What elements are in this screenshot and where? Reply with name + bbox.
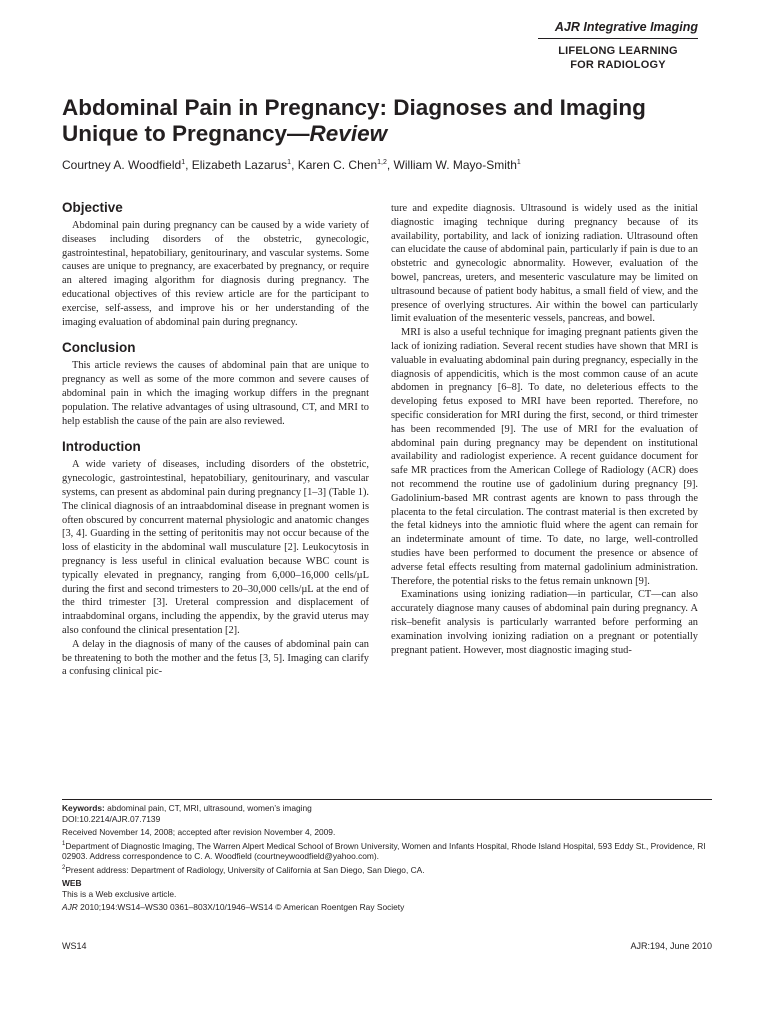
- title-main: Abdominal Pain in Pregnancy: Diagnoses and Imaging Unique to Pregnancy—: [62, 95, 646, 146]
- introduction-paragraph-2: A delay in the diagnosis of many of the causes of abdominal pain can be threatening to both the mother and the fetus [3, 5]. Imaging can clarify a confusing clinical pic-: [62, 638, 369, 678]
- keywords-label: Keywords:: [62, 803, 105, 813]
- title-review: Review: [309, 121, 388, 146]
- citation: [62, 902, 712, 913]
- author-list: [62, 158, 712, 172]
- conclusion-heading: Conclusion: [62, 340, 136, 356]
- introduction-paragraph-4: Examinations using ionizing radiation—in particular, CT—can also accurately diagnose many causes of abdominal pain during pregnancy. A risk–benefit analysis is particularly warranted before performing an examination involving ionizing radiation on a pregnant or potentially pregnant patient. However, most diagnostic imaging stud-: [391, 589, 698, 656]
- introduction-paragraph-3: MRI is also a useful technique for imaging pregnant patients given the lack of ionizing radiation. Several recent studies have shown that MRI is valuable in evaluating abdominal pain during pregnancy, especially in the diagnosis of appendicitis, which is the most common cause of an acute abdomen in pregnancy [6–8]. To date, no deleterious effects to the developing fetus exposed to MRI have been reported. Therefore, no specific consideration for MRI during the first, second, or third trimester has been recommended [9]. The use of MRI for the evaluation of abdominal pain during pregnancy may be dependent on institutional availability and radiologist experience. A recent guidance document for safe MR practices from the American College of Radiology (ACR) does not recommend the routine use of gadolinium during pregnancy [9]. Gadolinium-based MR contrast agents are known to pass through the placenta to the fetal circulation. The contrast material is then excreted by the fetal kidneys into the amniotic fluid where the agent can remain for an indeterminate amount of time. To date, no large, well-controlled studies have been performed to document the presence or absence of adverse fetal effects resulting from maternal gadolinium administration. Therefore, the potential risks to the fetus remain unknown [9].: [391, 327, 698, 587]
- affiliation-2-mark: 2: [62, 864, 66, 871]
- introduction-paragraph-2-continued: ture and expedite diagnosis. Ultrasound is widely used as the initial diagnostic imaging technique during pregnancy because of its availability, portability, and lack of ionizing radiation. Ultrasound often can elucidate the cause of abdominal pain, particularly if pain is due to an obstetric and gynecologic abnormality. However, evaluation of the bowel, pancreas, ureters, and mesenteric vasculature may be limited on ultrasound because of patient body habitus, a small field of view, and the presence of overlying structures. Air within the bowel can particularly limit evaluation of the mesenteric vessels, pancreas, and bowel.: [391, 203, 698, 325]
- author-affiliation: 1: [287, 159, 292, 166]
- introduction-heading: Introduction: [62, 439, 141, 455]
- objective-heading: Objective: [62, 200, 123, 215]
- affiliation-1-mark: 1: [62, 840, 66, 847]
- footnote-divider: [62, 799, 712, 800]
- affiliation-2-text: Present address: Department of Radiology, University of California at San Diego, San Diego, CA.: [65, 864, 425, 875]
- author-name: Elizabeth Lazarus: [191, 158, 288, 172]
- author-name: William W. Mayo-Smith: [393, 158, 517, 172]
- received-date: Received November 14, 2008; accepted after revision November 4, 2009.: [62, 827, 336, 837]
- series-label: [538, 44, 698, 72]
- affiliation-2: [62, 865, 712, 876]
- conclusion-text: This article reviews the causes of abdominal pain that are unique to pregnancy as well as some of the more common and severe causes of abdominal pain in which the imaging workup differs in the pregnant population. The relative advantages of using ultrasound, CT, and MRI to help establish the cause of the pain are also reviewed.: [62, 360, 369, 427]
- author-affiliation: 1: [516, 159, 521, 166]
- series-line-2: FOR RADIOLOGY: [570, 59, 666, 71]
- affiliation-1-text: Department of Diagnostic Imaging, The Warren Alpert Medical School of Brown University, Women and Infants Hospital, Rhode Island Hospital, 593 Eddy St., Providence, RI 02903. Address correspondence to C. A. Woodfield (courtneywoodfield@yahoo.com).: [62, 840, 706, 861]
- web-note: This is a Web exclusive article.: [62, 888, 177, 899]
- right-column: [391, 202, 698, 657]
- citation-journal: AJR: [62, 902, 78, 912]
- article-title: [62, 95, 712, 147]
- page-number: WS14: [62, 941, 87, 951]
- footnotes: [62, 803, 712, 913]
- journal-header: [538, 20, 698, 72]
- doi: DOI:10.2214/AJR.07.7139: [62, 813, 161, 824]
- affiliation-1: [62, 841, 712, 862]
- author-separator: ,: [185, 158, 192, 172]
- author-name: Courtney A. Woodfield: [62, 158, 182, 172]
- citation-text: 2010;194:WS14–WS30 0361–803X/10/1946–WS14 © American Roentgen Ray Society: [80, 902, 405, 912]
- journal-name: AJR Integrative Imaging: [538, 20, 698, 39]
- keywords-text: abdominal pain, CT, MRI, ultrasound, women’s imaging: [107, 803, 312, 813]
- author-affiliation: 1: [181, 159, 186, 166]
- author-separator: ,: [386, 158, 394, 172]
- author-affiliation: 1,2: [377, 159, 387, 166]
- left-column: [62, 200, 369, 679]
- keywords: [62, 803, 712, 814]
- issue-info: AJR:194, June 2010: [630, 941, 712, 951]
- web-label-text: WEB: [62, 878, 82, 888]
- author-separator: ,: [291, 158, 298, 172]
- series-line-1: LIFELONG LEARNING: [558, 45, 678, 57]
- objective-text: Abdominal pain during pregnancy can be caused by a wide variety of diseases including disorders of the obstetric, gynecologic, gastrointestinal, hepatobiliary, genitourinary, and vascular systems. Some causes are unique to pregnancy, are exacerbated by pregnancy, or require an altered imaging algorithm for diagnosis during pregnancy. The educational objectives of this review article are for the participant to exercise, self-assess, and improve his or her understanding of the imaging evaluation of abdominal pain during pregnancy.: [62, 220, 369, 328]
- introduction-paragraph-1: A wide variety of diseases, including disorders of the obstetric, gynecologic, gastrointestinal, hepatobiliary, genitourinary, and vascular systems, can present as abdominal pain during pregnancy [1–3] (Table 1). The clinical diagnosis of an intraabdominal disease in pregnant women is often obscured by concurrent maternal physiologic and anatomic changes [3, 4]. Guarding in the setting of peritonitis may not occur because of the loss of elasticity in the abdominal wall musculature [2]. Leukocytosis in pregnancy is less useful in clinical evaluation because WBC count is typically elevated in pregnancy, ranging from 6,000–16,000 cells/µL during the first and second trimesters to 20–30,000 cells/µL at the end of the third trimester [3]. Ureteral compression and displacement of intraabdominal organs, including the appendix, by the gravid uterus may also confound the clinical presentation [2].: [62, 459, 369, 636]
- author-name: Karen C. Chen: [297, 158, 378, 172]
- web-label: [62, 878, 712, 889]
